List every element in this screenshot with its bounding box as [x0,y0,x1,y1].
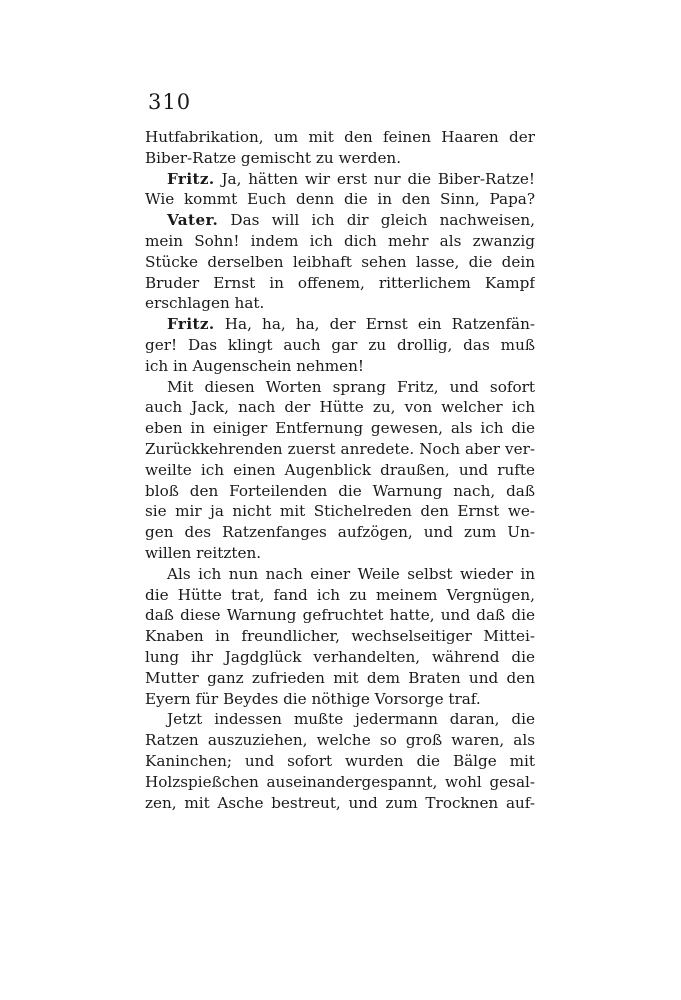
dialogue-line: Fritz. Ha, ha, ha, der Ernst ein Ratzenfän- [167,315,535,334]
text-line: weilte ich einen Augenblick draußen, und rufte [145,460,535,479]
text-line: Wie kommt Euch denn die in den Sinn, Papa? [145,190,535,209]
text-line: bloß den Forteilenden die Warnung nach, daß [145,481,535,500]
text-line: zen, mit Asche bestreut, und zum Trocknen auf- [145,793,535,812]
text-line: mein Sohn! indem ich dich mehr als zwanzig [145,231,535,250]
text-line: auch Jack, nach der Hütte zu, von welcher ich [145,398,535,417]
text-line: Hutfabrikation, um mit den feinen Haaren der [145,128,535,146]
dialogue-line: Vater. Das will ich dir gleich nachweisen, [167,211,535,230]
dialogue-line: Fritz. Ja, hätten wir erst nur die Biber-Ratze! [167,169,535,188]
text-line: Holzspießchen auseinandergespannt, wohl gesal- [145,772,535,791]
text-line: Zurückkehrenden zuerst anredete. Noch aber ver- [145,439,535,458]
text-line: sie mir ja nicht mit Stichelreden den Ernst we- [145,502,535,521]
text-line: Mutter ganz zufrieden mit dem Braten und den [145,668,535,687]
text-line: Biber-Ratze gemischt zu werden. [145,148,402,167]
text-line: ger! Das klingt auch gar zu drollig, das muß [145,335,535,354]
text-line: Jetzt indessen mußte jedermann daran, die [167,710,535,729]
speaker-label: Fritz. [167,315,215,334]
speaker-label: Fritz. [167,169,215,188]
text-line: Mit diesen Worten sprang Fritz, und sofort [167,377,535,396]
text-line: lung ihr Jagdglück verhandelten, während die [145,647,535,666]
text-line: Stücke derselben leibhaft sehen lasse, die dein [145,252,535,271]
speaker-label: Vater. [167,211,219,230]
text-line: eben in einiger Entfernung gewesen, als ich die [145,419,535,438]
text-line: Als ich nun nach einer Weile selbst wieder in [167,564,535,583]
text-line: daß diese Warnung gefruchtet hatte, und daß die [145,606,535,625]
text-line: Ratzen auszuziehen, welche so groß waren, als [145,731,535,750]
text-line: die Hütte trat, fand ich zu meinem Vergnügen, [145,585,535,604]
text-line: Knaben in freundlicher, wechselseitiger Mittei- [145,627,535,646]
text-line: Bruder Ernst in offenem, ritterlichem Kampf [145,273,535,292]
body-text [145,127,535,813]
text-line: erschlagen hat. [145,294,265,313]
text-line: Eyern für Beydes die nöthige Vorsorge traf. [145,689,481,708]
page-number: 310 [148,90,192,114]
text-line: Kaninchen; und sofort wurden die Bälge mit [145,751,535,770]
text-line: ich in Augenschein nehmen! [145,356,365,375]
text-line: willen reitzten. [145,543,262,562]
text-line: gen des Ratzenfanges aufzögen, und zum Un- [145,523,535,542]
